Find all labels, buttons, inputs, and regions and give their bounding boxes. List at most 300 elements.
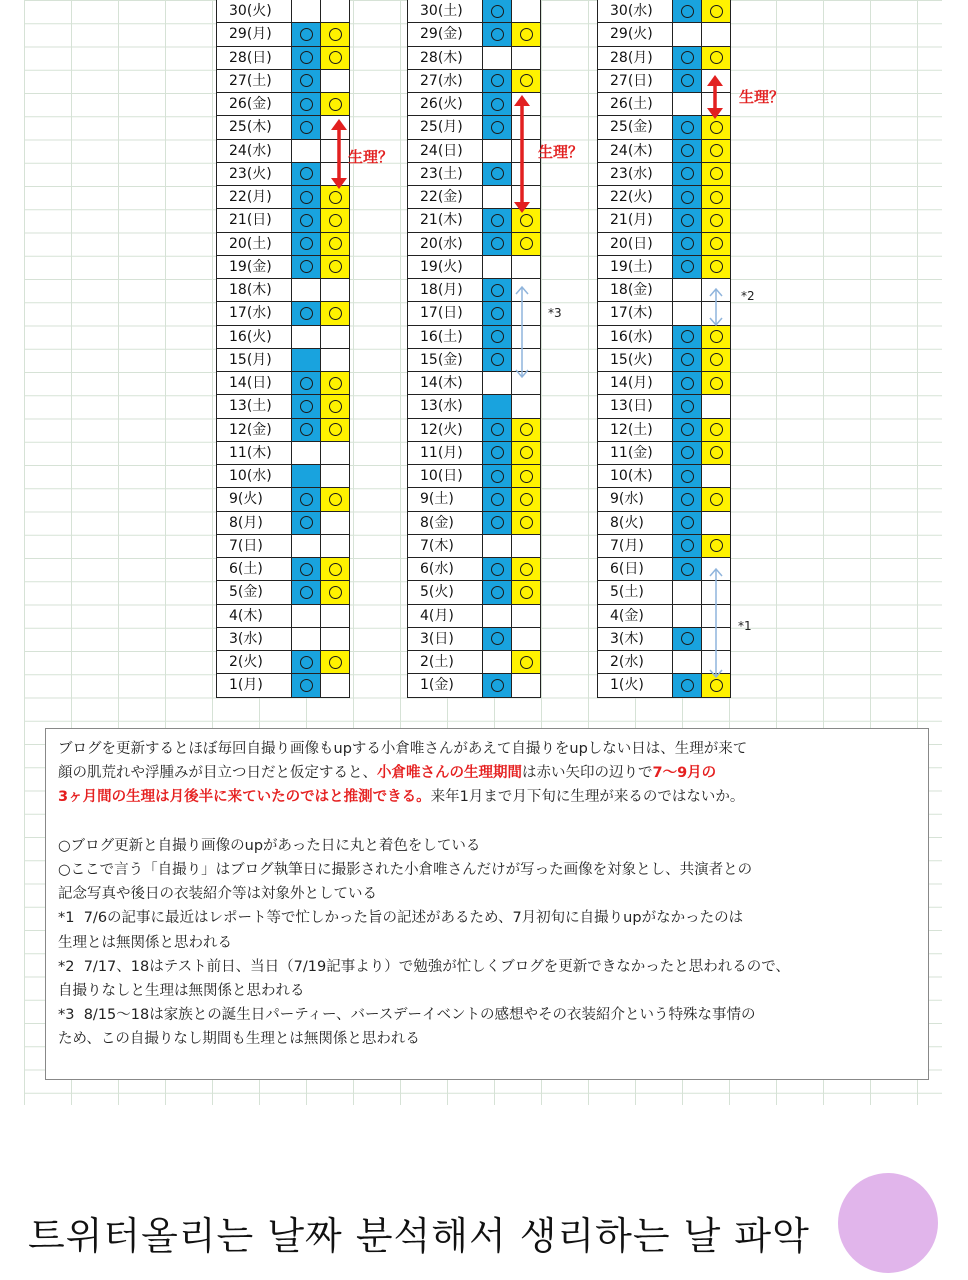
circle-mark-icon — [520, 563, 533, 576]
circle-mark-icon — [681, 144, 694, 157]
circle-mark-icon — [710, 330, 723, 343]
update-cell — [321, 674, 350, 697]
date-cell: 26(金) — [216, 93, 292, 116]
calendar-row — [216, 372, 350, 395]
circle-mark-icon — [491, 307, 504, 320]
date-cell: 8(火) — [597, 512, 673, 535]
circle-mark-icon — [300, 237, 313, 250]
circle-mark-icon — [520, 656, 533, 669]
update-cell — [702, 326, 731, 349]
date-cell: 22(月) — [216, 186, 292, 209]
circle-mark-icon — [300, 307, 313, 320]
text-line: ○ここで言う「自撮り」はブログ執筆日に撮影された小倉唯さんだけが写った画像を対象とし、共演者との — [58, 862, 753, 879]
circle-mark-icon — [491, 5, 504, 18]
selfie-cell — [292, 326, 321, 349]
date-cell: 26(火) — [407, 93, 483, 116]
circle-mark-icon — [491, 330, 504, 343]
circle-mark-icon — [710, 5, 723, 18]
circle-mark-icon — [520, 493, 533, 506]
date-cell: 25(金) — [597, 116, 673, 139]
selfie-cell — [292, 512, 321, 535]
circle-mark-icon — [300, 493, 313, 506]
update-cell — [321, 395, 350, 418]
circle-mark-icon — [710, 423, 723, 436]
selfie-cell — [673, 233, 702, 256]
update-cell — [321, 558, 350, 581]
circle-mark-icon — [710, 191, 723, 204]
selfie-cell — [673, 256, 702, 279]
calendar-row — [407, 256, 541, 279]
update-cell — [512, 558, 541, 581]
calendar-row — [597, 140, 731, 163]
circle-mark-icon — [710, 237, 723, 250]
calendar-row — [407, 581, 541, 604]
update-cell — [512, 23, 541, 46]
date-cell: 25(木) — [216, 116, 292, 139]
circle-mark-icon — [300, 214, 313, 227]
update-cell — [512, 0, 541, 23]
circle-mark-icon — [491, 632, 504, 645]
selfie-cell — [673, 674, 702, 697]
selfie-cell — [483, 558, 512, 581]
circle-mark-icon — [681, 632, 694, 645]
calendar-row — [407, 651, 541, 674]
update-cell — [321, 23, 350, 46]
selfie-cell — [673, 302, 702, 325]
selfie-cell — [673, 512, 702, 535]
date-cell: 19(土) — [597, 256, 673, 279]
circle-mark-icon — [491, 167, 504, 180]
circle-mark-icon — [710, 121, 723, 134]
date-cell: 4(木) — [216, 605, 292, 628]
date-cell: 29(月) — [216, 23, 292, 46]
circle-mark-icon — [300, 563, 313, 576]
date-cell: 27(日) — [597, 70, 673, 93]
calendar-row — [216, 47, 350, 70]
update-cell — [512, 465, 541, 488]
selfie-cell — [673, 23, 702, 46]
update-cell — [321, 70, 350, 93]
calendar-row — [407, 23, 541, 46]
date-cell: 20(水) — [407, 233, 483, 256]
update-cell — [702, 419, 731, 442]
date-cell: 26(土) — [597, 93, 673, 116]
selfie-cell — [483, 674, 512, 697]
circle-mark-icon — [329, 191, 342, 204]
calendar-row — [597, 47, 731, 70]
selfie-cell — [673, 186, 702, 209]
date-cell: 13(水) — [407, 395, 483, 418]
date-cell: 15(月) — [216, 349, 292, 372]
calendar-row — [407, 558, 541, 581]
period-arrow-august — [512, 94, 532, 214]
calendar-row — [407, 605, 541, 628]
date-cell: 3(水) — [216, 628, 292, 651]
calendar-row — [407, 47, 541, 70]
circle-mark-icon — [329, 98, 342, 111]
text-line: 自撮りなしと生理は無関係と思われる — [58, 983, 305, 1000]
calendar-row — [216, 70, 350, 93]
calendar-row — [597, 419, 731, 442]
circle-mark-icon — [681, 237, 694, 250]
circle-mark-icon — [710, 214, 723, 227]
circle-mark-icon — [491, 493, 504, 506]
circle-mark-icon — [491, 353, 504, 366]
update-cell — [702, 535, 731, 558]
date-cell: 16(火) — [216, 326, 292, 349]
calendar-row — [597, 163, 731, 186]
circle-mark-icon — [491, 586, 504, 599]
update-cell — [702, 512, 731, 535]
selfie-cell — [292, 651, 321, 674]
selfie-cell — [483, 140, 512, 163]
circle-mark-icon — [681, 74, 694, 87]
selfie-cell — [292, 140, 321, 163]
circle-mark-icon — [329, 51, 342, 64]
selfie-cell — [292, 47, 321, 70]
date-cell: 9(土) — [407, 488, 483, 511]
calendar-row — [597, 186, 731, 209]
circle-mark-icon — [300, 400, 313, 413]
selfie-cell — [292, 186, 321, 209]
update-cell — [512, 581, 541, 604]
update-cell — [702, 256, 731, 279]
circle-mark-icon — [520, 446, 533, 459]
selfie-cell — [673, 581, 702, 604]
date-cell: 2(火) — [216, 651, 292, 674]
update-cell — [321, 0, 350, 23]
selfie-cell — [673, 93, 702, 116]
selfie-cell — [483, 442, 512, 465]
text-line: *2 7/17、18はテスト前日、当日（7/19記事より）で勉強が忙しくブログを更新できなかったと思われるので、 — [58, 958, 790, 975]
selfie-cell — [292, 70, 321, 93]
circle-mark-icon — [681, 167, 694, 180]
date-cell: 1(火) — [597, 674, 673, 697]
date-cell: 19(火) — [407, 256, 483, 279]
circle-mark-icon — [491, 28, 504, 41]
circle-mark-icon — [300, 377, 313, 390]
calendar-row — [597, 349, 731, 372]
date-cell: 4(金) — [597, 605, 673, 628]
circle-mark-icon — [329, 493, 342, 506]
circle-mark-icon — [329, 563, 342, 576]
circle-mark-icon — [300, 656, 313, 669]
note-2-marker: *2 — [741, 289, 755, 303]
date-cell: 27(水) — [407, 70, 483, 93]
circle-mark-icon — [300, 167, 313, 180]
date-cell: 11(月) — [407, 442, 483, 465]
selfie-cell — [673, 140, 702, 163]
circle-mark-icon — [329, 400, 342, 413]
update-cell — [321, 465, 350, 488]
circle-mark-icon — [329, 237, 342, 250]
update-cell — [321, 233, 350, 256]
date-cell: 8(金) — [407, 512, 483, 535]
note-arrow-august — [514, 284, 530, 380]
selfie-cell — [292, 628, 321, 651]
selfie-cell — [673, 349, 702, 372]
update-cell — [512, 442, 541, 465]
calendar-row — [216, 512, 350, 535]
date-cell: 14(日) — [216, 372, 292, 395]
selfie-cell — [483, 628, 512, 651]
selfie-cell — [483, 70, 512, 93]
date-cell: 8(月) — [216, 512, 292, 535]
selfie-cell — [673, 419, 702, 442]
selfie-cell — [673, 116, 702, 139]
calendar-row — [407, 465, 541, 488]
calendar-row — [216, 442, 350, 465]
selfie-cell — [292, 209, 321, 232]
text-line: ため、この自撮りなし期間も生理とは無関係と思われる — [58, 1031, 420, 1048]
circle-mark-icon — [710, 493, 723, 506]
text-line: 生理とは無関係と思われる — [58, 934, 232, 951]
circle-mark-icon — [491, 470, 504, 483]
calendar-row — [597, 326, 731, 349]
circle-mark-icon — [300, 516, 313, 529]
date-cell: 3(木) — [597, 628, 673, 651]
selfie-cell — [483, 23, 512, 46]
circle-mark-icon — [681, 377, 694, 390]
date-cell: 6(水) — [407, 558, 483, 581]
date-cell: 24(日) — [407, 140, 483, 163]
text-line: 記念写真や後日の衣装紹介等は対象外としている — [58, 886, 377, 903]
update-cell — [321, 209, 350, 232]
circle-mark-icon — [710, 377, 723, 390]
explanation-textbox — [45, 728, 929, 1080]
calendar-row — [407, 70, 541, 93]
calendar-row — [216, 488, 350, 511]
circle-mark-icon — [681, 539, 694, 552]
circle-mark-icon — [491, 237, 504, 250]
date-cell: 1(金) — [407, 674, 483, 697]
date-cell: 30(水) — [597, 0, 673, 23]
update-cell — [321, 488, 350, 511]
calendar-row — [407, 628, 541, 651]
circle-mark-icon — [710, 353, 723, 366]
selfie-cell — [483, 465, 512, 488]
update-cell — [512, 395, 541, 418]
circle-mark-icon — [520, 28, 533, 41]
text-spacer — [58, 810, 916, 834]
period-label-july: 生理？ — [348, 148, 394, 166]
circle-mark-icon — [491, 121, 504, 134]
selfie-cell — [483, 326, 512, 349]
date-cell: 22(金) — [407, 186, 483, 209]
circle-mark-icon — [491, 74, 504, 87]
circle-mark-icon — [329, 307, 342, 320]
circle-mark-icon — [329, 656, 342, 669]
update-cell — [321, 581, 350, 604]
circle-mark-icon — [300, 679, 313, 692]
update-cell — [321, 349, 350, 372]
circle-mark-icon — [710, 167, 723, 180]
selfie-cell — [483, 279, 512, 302]
date-cell: 23(水) — [597, 163, 673, 186]
update-cell — [512, 70, 541, 93]
date-cell: 13(日) — [597, 395, 673, 418]
update-cell — [702, 163, 731, 186]
update-cell — [702, 47, 731, 70]
date-cell: 2(土) — [407, 651, 483, 674]
selfie-cell — [483, 47, 512, 70]
circle-mark-icon — [329, 377, 342, 390]
update-cell — [321, 47, 350, 70]
date-cell: 18(月) — [407, 279, 483, 302]
selfie-cell — [292, 558, 321, 581]
circle-mark-icon — [681, 330, 694, 343]
selfie-cell — [483, 256, 512, 279]
selfie-cell — [292, 442, 321, 465]
update-cell — [512, 628, 541, 651]
period-arrow-september — [705, 74, 725, 120]
selfie-cell — [483, 209, 512, 232]
selfie-cell — [673, 395, 702, 418]
circle-mark-icon — [710, 539, 723, 552]
circle-mark-icon — [491, 516, 504, 529]
update-cell — [512, 47, 541, 70]
calendar-row — [407, 674, 541, 697]
selfie-cell — [483, 581, 512, 604]
selfie-cell — [292, 302, 321, 325]
selfie-cell — [292, 23, 321, 46]
circle-mark-icon — [520, 423, 533, 436]
circle-mark-icon — [300, 586, 313, 599]
circle-mark-icon — [681, 493, 694, 506]
date-cell: 5(火) — [407, 581, 483, 604]
circle-mark-icon — [710, 260, 723, 273]
selfie-cell — [292, 674, 321, 697]
date-cell: 4(月) — [407, 605, 483, 628]
update-cell — [321, 419, 350, 442]
calendar-row — [407, 419, 541, 442]
date-cell: 12(金) — [216, 419, 292, 442]
calendar-row — [597, 535, 731, 558]
circle-mark-icon — [681, 446, 694, 459]
selfie-cell — [483, 93, 512, 116]
selfie-cell — [292, 349, 321, 372]
circle-mark-icon — [710, 679, 723, 692]
selfie-cell — [292, 163, 321, 186]
update-cell — [702, 442, 731, 465]
calendar-row — [597, 0, 731, 23]
circle-mark-icon — [681, 191, 694, 204]
calendar-row — [216, 233, 350, 256]
selfie-cell — [673, 326, 702, 349]
circle-mark-icon — [681, 400, 694, 413]
date-cell: 2(水) — [597, 651, 673, 674]
calendar-row — [597, 395, 731, 418]
update-cell — [321, 535, 350, 558]
circle-mark-icon — [300, 423, 313, 436]
text-line: 顔の肌荒れや浮腫みが目立つ日だと仮定すると、小倉唯さんの生理期間は赤い矢印の辺りで7〜9月の — [58, 765, 717, 782]
date-cell: 17(木) — [597, 302, 673, 325]
circle-mark-icon — [681, 563, 694, 576]
date-cell: 21(月) — [597, 209, 673, 232]
calendar-row — [597, 488, 731, 511]
selfie-cell — [673, 651, 702, 674]
update-cell — [321, 512, 350, 535]
period-label-september: 生理？ — [739, 88, 785, 106]
selfie-cell — [292, 465, 321, 488]
date-cell: 10(水) — [216, 465, 292, 488]
calendar-row — [597, 465, 731, 488]
date-cell: 21(日) — [216, 209, 292, 232]
date-cell: 24(木) — [597, 140, 673, 163]
circle-mark-icon — [300, 121, 313, 134]
circle-mark-icon — [681, 470, 694, 483]
date-cell: 6(日) — [597, 558, 673, 581]
selfie-cell — [673, 605, 702, 628]
period-label-august: 生理？ — [538, 143, 584, 161]
calendar-row — [216, 93, 350, 116]
date-cell: 29(火) — [597, 23, 673, 46]
date-cell: 10(木) — [597, 465, 673, 488]
date-cell: 25(月) — [407, 116, 483, 139]
circle-mark-icon — [520, 237, 533, 250]
period-arrow-july — [329, 118, 349, 190]
circle-mark-icon — [710, 446, 723, 459]
calendar-row — [407, 535, 541, 558]
circle-mark-icon — [710, 51, 723, 64]
circle-mark-icon — [520, 74, 533, 87]
update-cell — [321, 605, 350, 628]
date-cell: 23(土) — [407, 163, 483, 186]
selfie-cell — [483, 512, 512, 535]
circle-mark-icon — [329, 260, 342, 273]
circle-mark-icon — [491, 284, 504, 297]
selfie-cell — [292, 535, 321, 558]
date-cell: 12(土) — [597, 419, 673, 442]
circle-mark-icon — [300, 74, 313, 87]
calendar-row — [216, 558, 350, 581]
calendar-row — [597, 233, 731, 256]
circle-mark-icon — [329, 28, 342, 41]
date-cell: 9(水) — [597, 488, 673, 511]
date-cell: 7(日) — [216, 535, 292, 558]
date-cell: 27(土) — [216, 70, 292, 93]
date-cell: 21(木) — [407, 209, 483, 232]
date-cell: 18(金) — [597, 279, 673, 302]
calendar-row — [216, 279, 350, 302]
date-cell: 14(木) — [407, 372, 483, 395]
circle-mark-icon — [491, 446, 504, 459]
selfie-cell — [483, 395, 512, 418]
selfie-cell — [483, 488, 512, 511]
circle-mark-icon — [681, 353, 694, 366]
date-cell: 13(土) — [216, 395, 292, 418]
date-cell: 30(火) — [216, 0, 292, 23]
selfie-cell — [483, 233, 512, 256]
calendar-row — [216, 465, 350, 488]
note-arrow-september-2-6 — [708, 566, 724, 680]
update-cell — [512, 488, 541, 511]
selfie-cell — [483, 163, 512, 186]
selfie-cell — [673, 465, 702, 488]
update-cell — [321, 372, 350, 395]
circle-mark-icon — [520, 470, 533, 483]
update-cell — [702, 488, 731, 511]
circle-mark-icon — [681, 260, 694, 273]
date-cell: 7(月) — [597, 535, 673, 558]
date-cell: 29(金) — [407, 23, 483, 46]
calendar-row — [216, 674, 350, 697]
selfie-cell — [292, 279, 321, 302]
update-cell — [512, 605, 541, 628]
date-cell: 28(木) — [407, 47, 483, 70]
calendar-row — [216, 651, 350, 674]
circle-mark-icon — [520, 586, 533, 599]
